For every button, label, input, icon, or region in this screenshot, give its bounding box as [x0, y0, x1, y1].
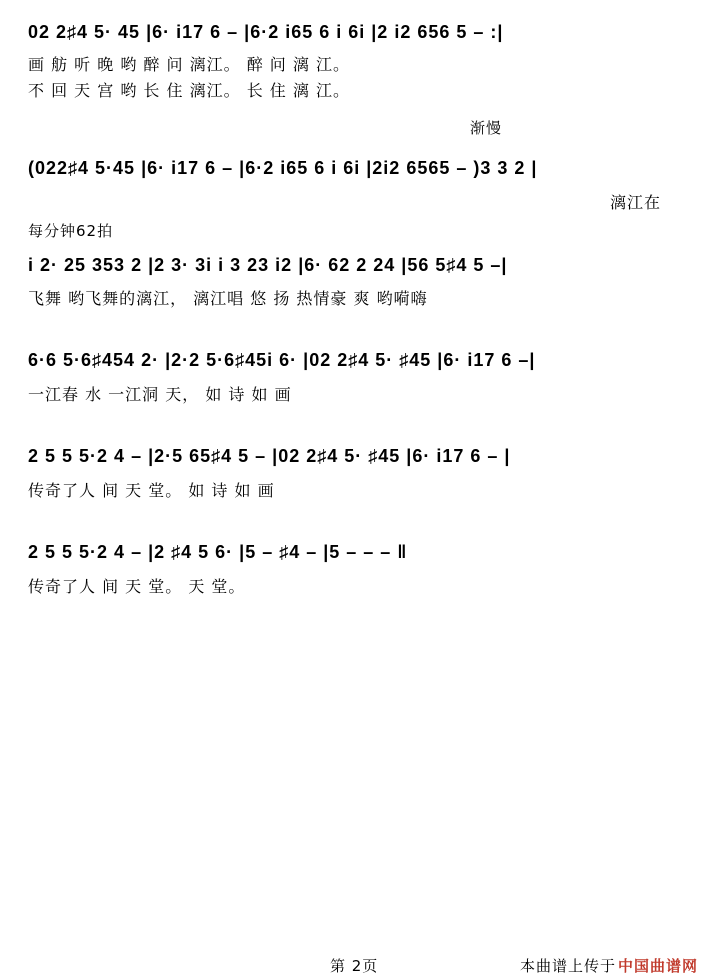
score-row-6-lyrics: 传奇了人 间 天 堂。 天 堂。 — [28, 577, 246, 596]
score-row-5-lyrics: 传奇了人 间 天 堂。 如 诗 如 画 — [28, 481, 275, 500]
score-row-2-lyrics: 漓江在 — [610, 193, 662, 212]
score-row-4-lyrics: 一江春 水 一江洞 天， 如 诗 如 画 — [28, 385, 292, 404]
score-row-1-lyrics-verse-2: 不 回 天 宫 哟 长 住 漓江。 长 住 漓 江。 — [28, 81, 350, 100]
score-row-6-notes: 2 5 5 5·2 4 – |2 ♯4 5 6· |5 – ♯4 – |5 – – – ‖ — [28, 542, 408, 562]
score-row-1-lyrics-verse-1: 画 舫 听 晚 哟 醉 问 漓江。 醉 问 漓 江。 — [28, 55, 350, 74]
site-brand-logo: 中国曲谱网 — [618, 957, 699, 975]
score-row-1-notes: 02 2♯4 5· 45 |6· i17 6 – |6·2 i65 6 i 6i |2 i2 656 5 – :| — [28, 22, 504, 42]
score-row-5-notes: 2 5 5 5·2 4 – |2·5 65♯4 5 – |02 2♯4 5· ♯45 |6· i17 6 – | — [28, 446, 511, 466]
tempo-text: 每分钟62拍 — [28, 222, 114, 240]
score-row-3-lyrics: 飞舞 哟飞舞的漓江， 漓江唱 悠 扬 热情豪 爽 哟嗬嗨 — [28, 289, 428, 308]
page-number: 第 2页 — [330, 957, 379, 975]
score-row-2-notes: (022♯4 5·45 |6· i17 6 – |6·2 i65 6 i 6i |2i2 6565 – )3 3 2 | — [28, 158, 538, 178]
score-row-3-notes: i 2· 25 353 2 |2 3· 3i i 3 23 i2 |6· 62 2 24 |56 5♯4 5 –| — [28, 255, 508, 275]
score-row-4-notes: 6·6 5·6♯454 2· |2·2 5·6♯45i 6· |02 2♯4 5· ♯45 |6· i17 6 –| — [28, 350, 536, 370]
tempo-marking-slowing: 渐慢 — [470, 119, 503, 137]
upload-text: 本曲谱上传于 — [520, 957, 617, 975]
